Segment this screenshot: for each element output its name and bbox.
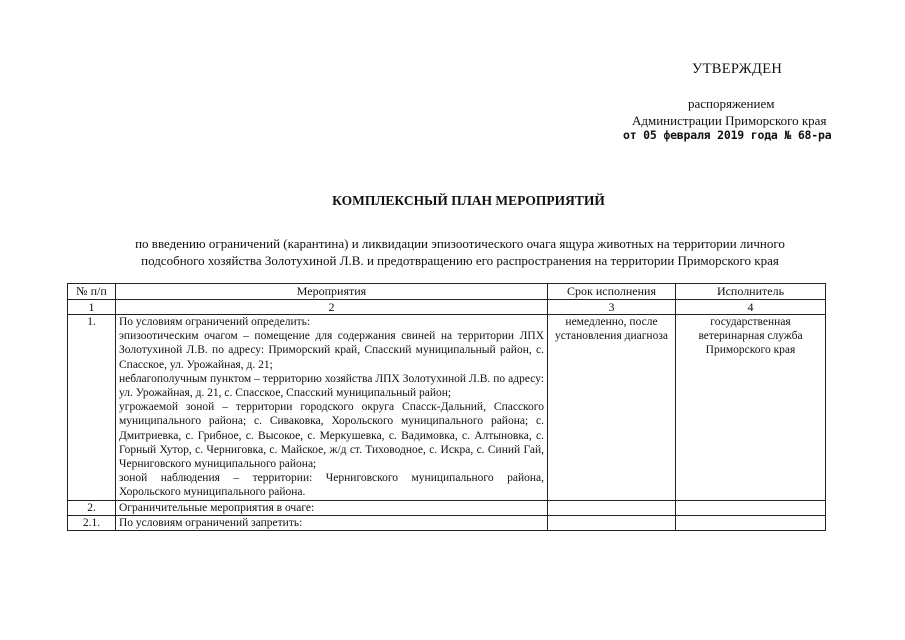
row-deadline: немедленно, после установления диагноза xyxy=(548,315,676,501)
measure-item: угрожаемой зоной – территории городского округа Спасск-Дальний, Спасского муниципального района; с. Сиваковка, Хорольского муниципального района; с. Дмитриевка, с. Грибное, с. Высокое, с. Меркушевка, с. Вадимовка, с. Алтыновка, с. Горный Хутор, с. Черниговка, с. Майское, ж/д ст. Тиховодное, с. Искра, с. Синий Гай, Черниговского муниципального района; xyxy=(119,401,544,471)
document-title: КОМПЛЕКСНЫЙ ПЛАН МЕРОПРИЯТИЙ xyxy=(332,193,605,208)
row-deadline xyxy=(548,515,676,530)
row-number: 2.1. xyxy=(68,515,116,530)
table-row xyxy=(68,515,826,530)
subtitle-line-2: подсобного хозяйства Золотухиной Л.В. и предотвращению его распространения на территории Приморского края xyxy=(141,253,779,268)
subtitle-line-1: по введению ограничений (карантина) и ликвидации эпизоотического очага ящура животных на территории личного xyxy=(135,236,785,251)
row-deadline xyxy=(548,500,676,515)
column-number: 4 xyxy=(676,300,826,315)
measure-item: неблагополучным пунктом – территорию хозяйства ЛПХ Золотухиной Л.В. по адресу: ул. Урожайная, д. 21, с. Спасское, Спасский муниципальный район; xyxy=(119,372,544,400)
approval-title: УТВЕРЖДЕН xyxy=(692,61,783,77)
table-row xyxy=(68,315,826,501)
plan-table xyxy=(67,283,826,531)
row-number: 1. xyxy=(68,315,116,501)
row-measures xyxy=(116,315,548,501)
document-subtitle xyxy=(40,235,880,269)
row-measures: Ограничительные мероприятия в очаге: xyxy=(116,500,548,515)
column-number: 2 xyxy=(116,300,548,315)
column-number: 3 xyxy=(548,300,676,315)
column-number: 1 xyxy=(68,300,116,315)
table-row xyxy=(68,500,826,515)
row-executor: государственная ветеринарная служба Приморского края xyxy=(676,315,826,501)
header-executor: Исполнитель xyxy=(676,284,826,300)
approval-line-order: распоряжением xyxy=(688,96,775,111)
approval-block xyxy=(600,0,900,150)
measure-item: зоной наблюдения – территории: Черниговского муниципального района, Хорольского муниципального района. xyxy=(119,472,544,499)
table-header-row xyxy=(68,284,826,300)
approval-line-administration: Администрации Приморского края xyxy=(632,113,827,128)
column-number-row xyxy=(68,300,826,315)
row-number: 2. xyxy=(68,500,116,515)
header-number: № п/п xyxy=(68,284,116,300)
header-deadline: Срок исполнения xyxy=(548,284,676,300)
approval-line-date-number: от 05 февраля 2019 года № 68-ра xyxy=(623,128,832,142)
row-measures: По условиям ограничений запретить: xyxy=(116,515,548,530)
header-measures: Мероприятия xyxy=(116,284,548,300)
row-executor xyxy=(676,500,826,515)
row-executor xyxy=(676,515,826,530)
measure-item: эпизоотическим очагом – помещение для содержания свиней на территории ЛПХ Золотухиной Л.В. по адресу: Приморский край, Спасский муниципальный район, с. Спасское, ул. Урожайная, д. 21; xyxy=(119,330,544,371)
row-intro: По условиям ограничений определить: xyxy=(119,316,311,328)
